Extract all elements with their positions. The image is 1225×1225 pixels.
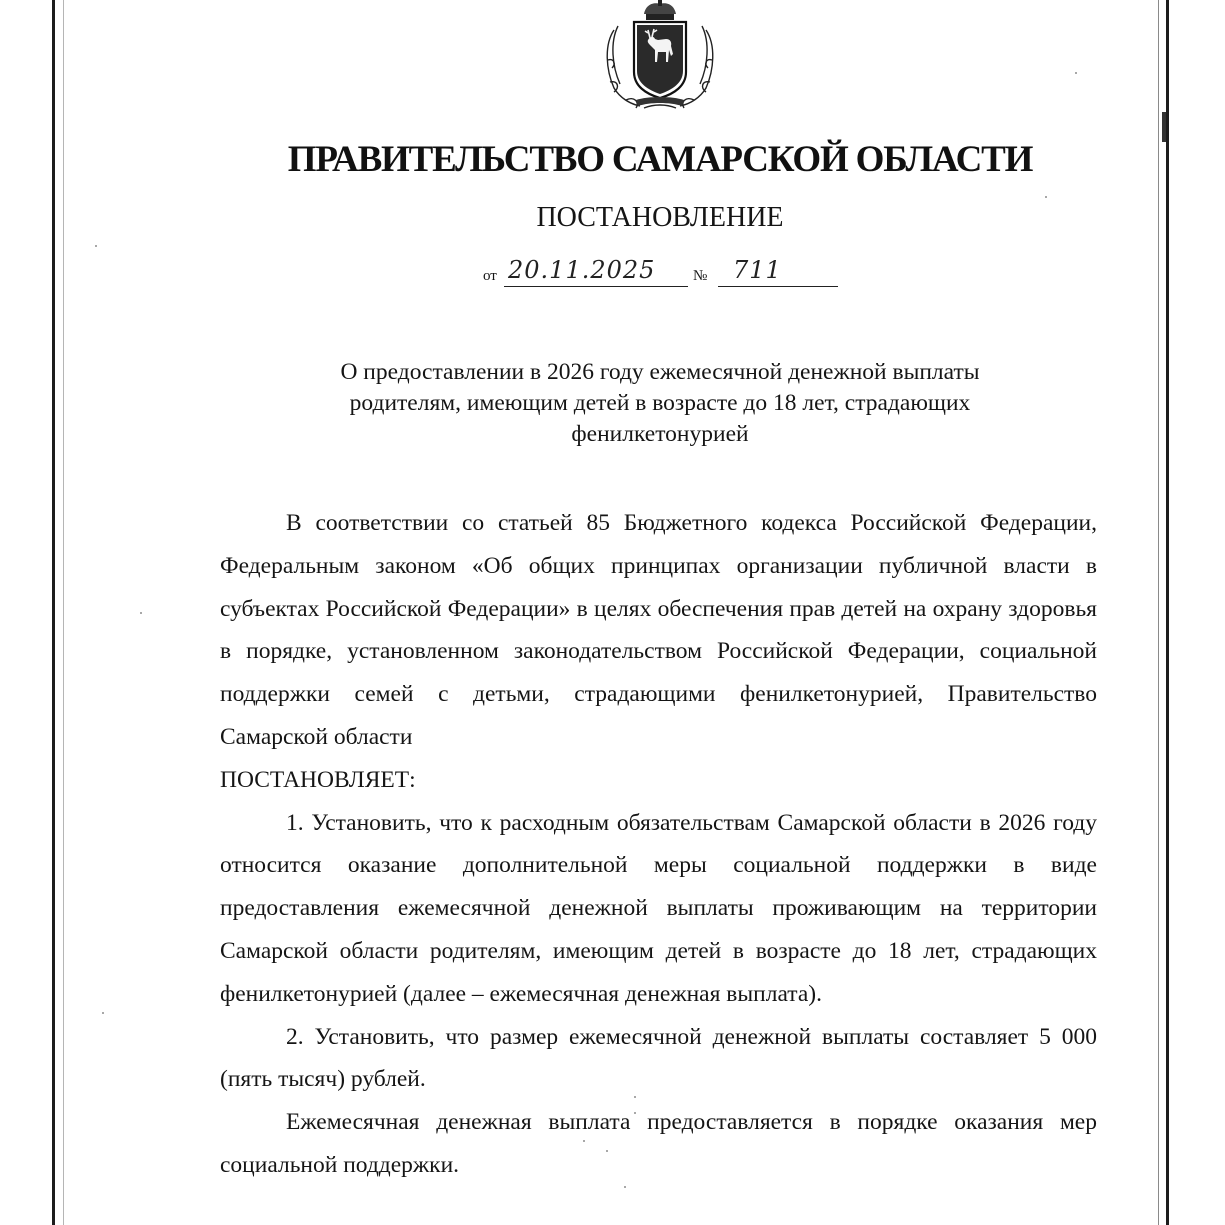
subject-line: фенилкетонурией	[571, 421, 749, 447]
scan-speck	[1075, 72, 1077, 74]
document-body	[220, 502, 1097, 1187]
item-1-paragraph: 1. Установить, что к расходным обязательствам Самарской области в 2026 году относится оказание дополнительной меры социальной поддержки в виде предоставления ежемесячной денежной выплаты проживающим на территории Самарской области родителям, имеющим детей в возрасте до 18 лет, страдающих фенилкетонурией (далее – ежемесячная денежная выплата).	[220, 809, 1097, 1007]
scan-speck	[102, 1012, 104, 1014]
subject-line: родителям, имеющим детей в возрасте до 18 лет, страдающих	[349, 390, 971, 416]
number-handwritten: 711	[733, 256, 782, 284]
scan-speck	[140, 612, 142, 614]
coat-of-arms-emblem	[600, 0, 720, 112]
government-title: ПРАВИТЕЛЬСТВО САМАРСКОЙ ОБЛАСТИ	[287, 139, 1033, 180]
scan-edge-left-inner	[63, 0, 64, 1225]
date-underline	[504, 286, 688, 287]
scan-edge-left	[52, 0, 55, 1225]
scan-speck	[95, 245, 97, 247]
scan-speck	[1045, 196, 1047, 198]
scan-edge-right	[1166, 0, 1169, 1225]
resolves-keyword: ПОСТАНОВЛЯЕТ:	[220, 766, 416, 793]
number-underline	[718, 286, 838, 287]
document-type: ПОСТАНОВЛЕНИЕ	[536, 202, 784, 233]
date-prefix: от	[483, 268, 497, 284]
document-subject	[282, 357, 1038, 450]
scan-edge-right-inner	[1158, 0, 1159, 1225]
item-2-note-paragraph: Ежемесячная денежная выплата предоставляется в порядке оказания мер социальной поддержки.	[220, 1109, 1097, 1178]
number-prefix: №	[693, 268, 708, 284]
item-2-paragraph: 2. Установить, что размер ежемесячной денежной выплаты составляет 5 000 (пять тысяч) рублей.	[220, 1023, 1097, 1093]
date-handwritten: 20.11.2025	[508, 256, 656, 284]
preamble-paragraph: В соответствии со статьей 85 Бюджетного кодекса Российской Федерации, Федеральным законом «Об общих принципах организации публичной власти в субъектах Российской Федерации» в целях обеспечения прав детей на охрану здоровья в порядке, установленном законодательством Российской Федерации, социальной поддержки семей с детьми, страдающими фенилкетонурией, Правительство Самарской области	[220, 510, 1097, 750]
subject-line: О предоставлении в 2026 году ежемесячной денежной выплаты	[340, 359, 980, 385]
